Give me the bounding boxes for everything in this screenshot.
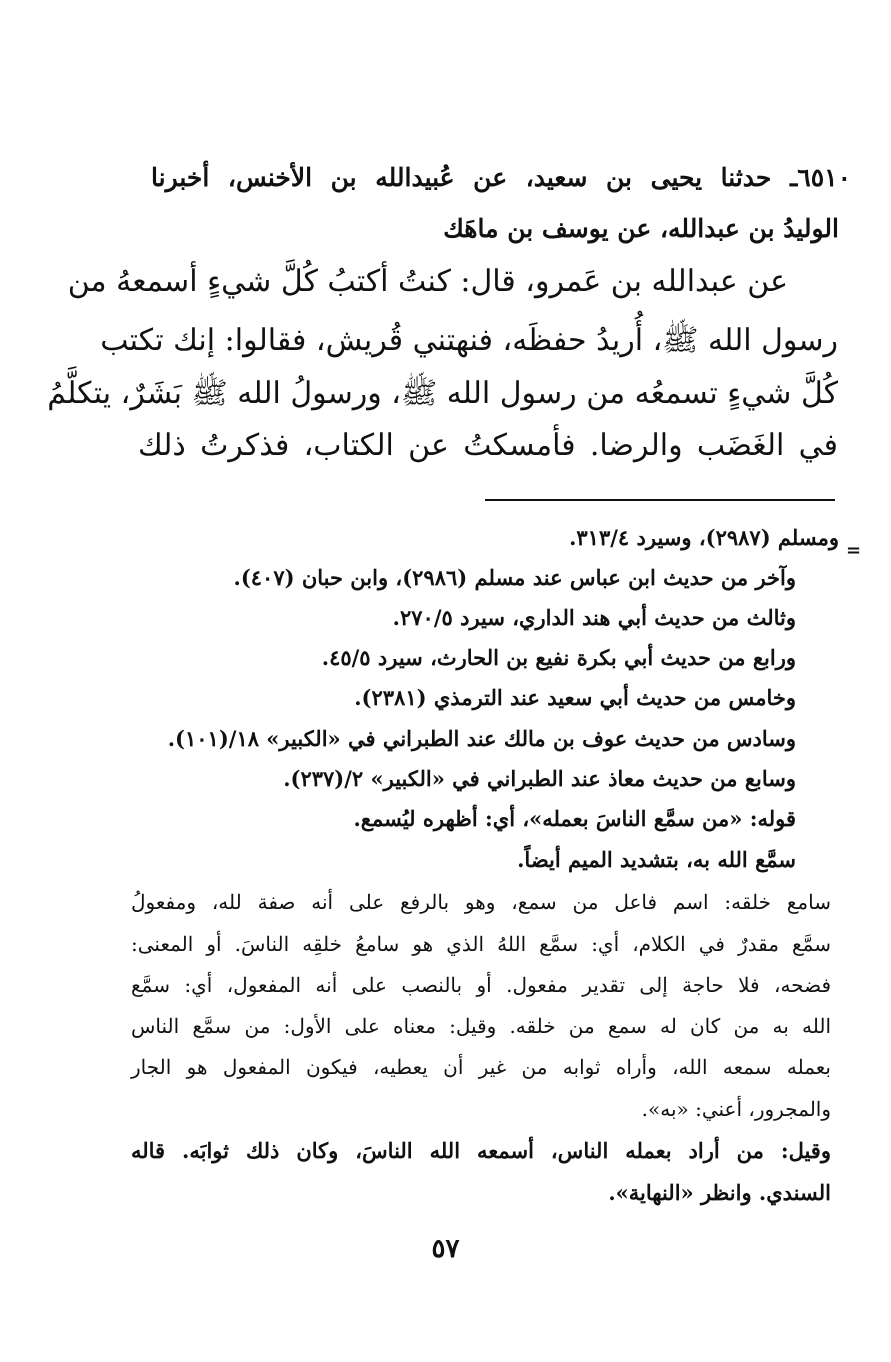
footnote-line-2: وآخر من حديث ابن عباس عند مسلم (٢٩٨٦)، وابن حبان (٤٠٧).	[233, 565, 796, 590]
footnote-line-7: وسابع من حديث معاذ عند الطبراني في «الكبير» ٢/(٢٣٧).	[283, 766, 796, 791]
footnote-line-5: وخامس من حديث أبي سعيد عند الترمذي (٢٣٨١).	[354, 685, 796, 710]
hadith-text-line-4: في الغَضَب والرضا. فأمسكتُ عن الكتاب، فذكرتُ ذلك	[138, 428, 838, 463]
hadith-text-line-2: رسول الله ﷺ، أُريدُ حفظَه، فنهتني قُريش، فقالوا: إنك تكتب	[100, 323, 838, 358]
closing-line-1: وقيل: من أراد بعمله الناس، أسمعه الله الناسَ، وكان ذلك ثوابَه. قاله	[131, 1138, 831, 1163]
page-number: ٥٧	[431, 1234, 460, 1264]
hadith-text-line-1: عن عبدالله بن عَمرو، قال: كنتُ أكتبُ كُلَّ شيءٍ أسمعهُ من	[67, 264, 788, 299]
commentary-line-4: الله به من كان له سمع من خلقه. وقيل: معناه على الأول: من سمَّع الناس	[131, 1014, 831, 1038]
footnote-continuation-mark: =	[846, 540, 862, 561]
hadith-text-line-3: كُلَّ شيءٍ تسمعُه من رسول الله ﷺ، ورسولُ الله ﷺ بَشَرٌ، يتكلَّمُ	[47, 376, 838, 411]
commentary-line-6: والمجرور، أعني: «به».	[641, 1097, 831, 1121]
closing-line-2: السندي. وانظر «النهاية».	[608, 1180, 831, 1205]
footnote-line-3: وثالث من حديث أبي هند الداري، سيرد ٢٧٠/٥.	[392, 605, 796, 630]
footnote-line-8: قوله: «من سمَّع الناسَ بعمله»، أي: أظهره ليُسمع.	[353, 806, 796, 831]
commentary-line-1: سامع خلقه: اسم فاعل من سمع، وهو بالرفع على أنه صفة لله، ومفعولُ	[131, 890, 831, 914]
commentary-line-3: فضحه، فلا حاجة إلى تقدير مفعول. أو بالنصب على أنه المفعول، أي: سمَّع	[131, 973, 831, 997]
footnote-separator	[485, 499, 835, 501]
hadith-chain-line-1: ٦٥١٠ـ حدثنا يحيى بن سعيد، عن عُبيدالله بن الأخنس، أخبرنا	[151, 163, 851, 192]
footnote-line-6: وسادس من حديث عوف بن مالك عند الطبراني في «الكبير» ١٨/(١٠١).	[167, 726, 796, 751]
hadith-chain-line-2: الوليدُ بن عبدالله، عن يوسف بن ماهَك	[443, 214, 839, 243]
footnote-line-1: ومسلم (٢٩٨٧)، وسيرد ٣١٣/٤.	[569, 525, 839, 550]
commentary-line-2: سمَّع مقدرٌ في الكلام، أي: سمَّع اللهُ الذي هو سامعُ خلقِه الناسَ. أو المعنى:	[131, 932, 831, 956]
footnote-line-4: ورابع من حديث أبي بكرة نفيع بن الحارث، سيرد ٤٥/٥.	[321, 645, 796, 670]
commentary-line-5: بعمله سمعه الله، وأراه ثوابه من غير أن يعطيه، فيكون المفعول هو الجار	[131, 1055, 831, 1079]
footnote-line-9: سمَّع الله به، بتشديد الميم أيضاً.	[517, 847, 796, 872]
